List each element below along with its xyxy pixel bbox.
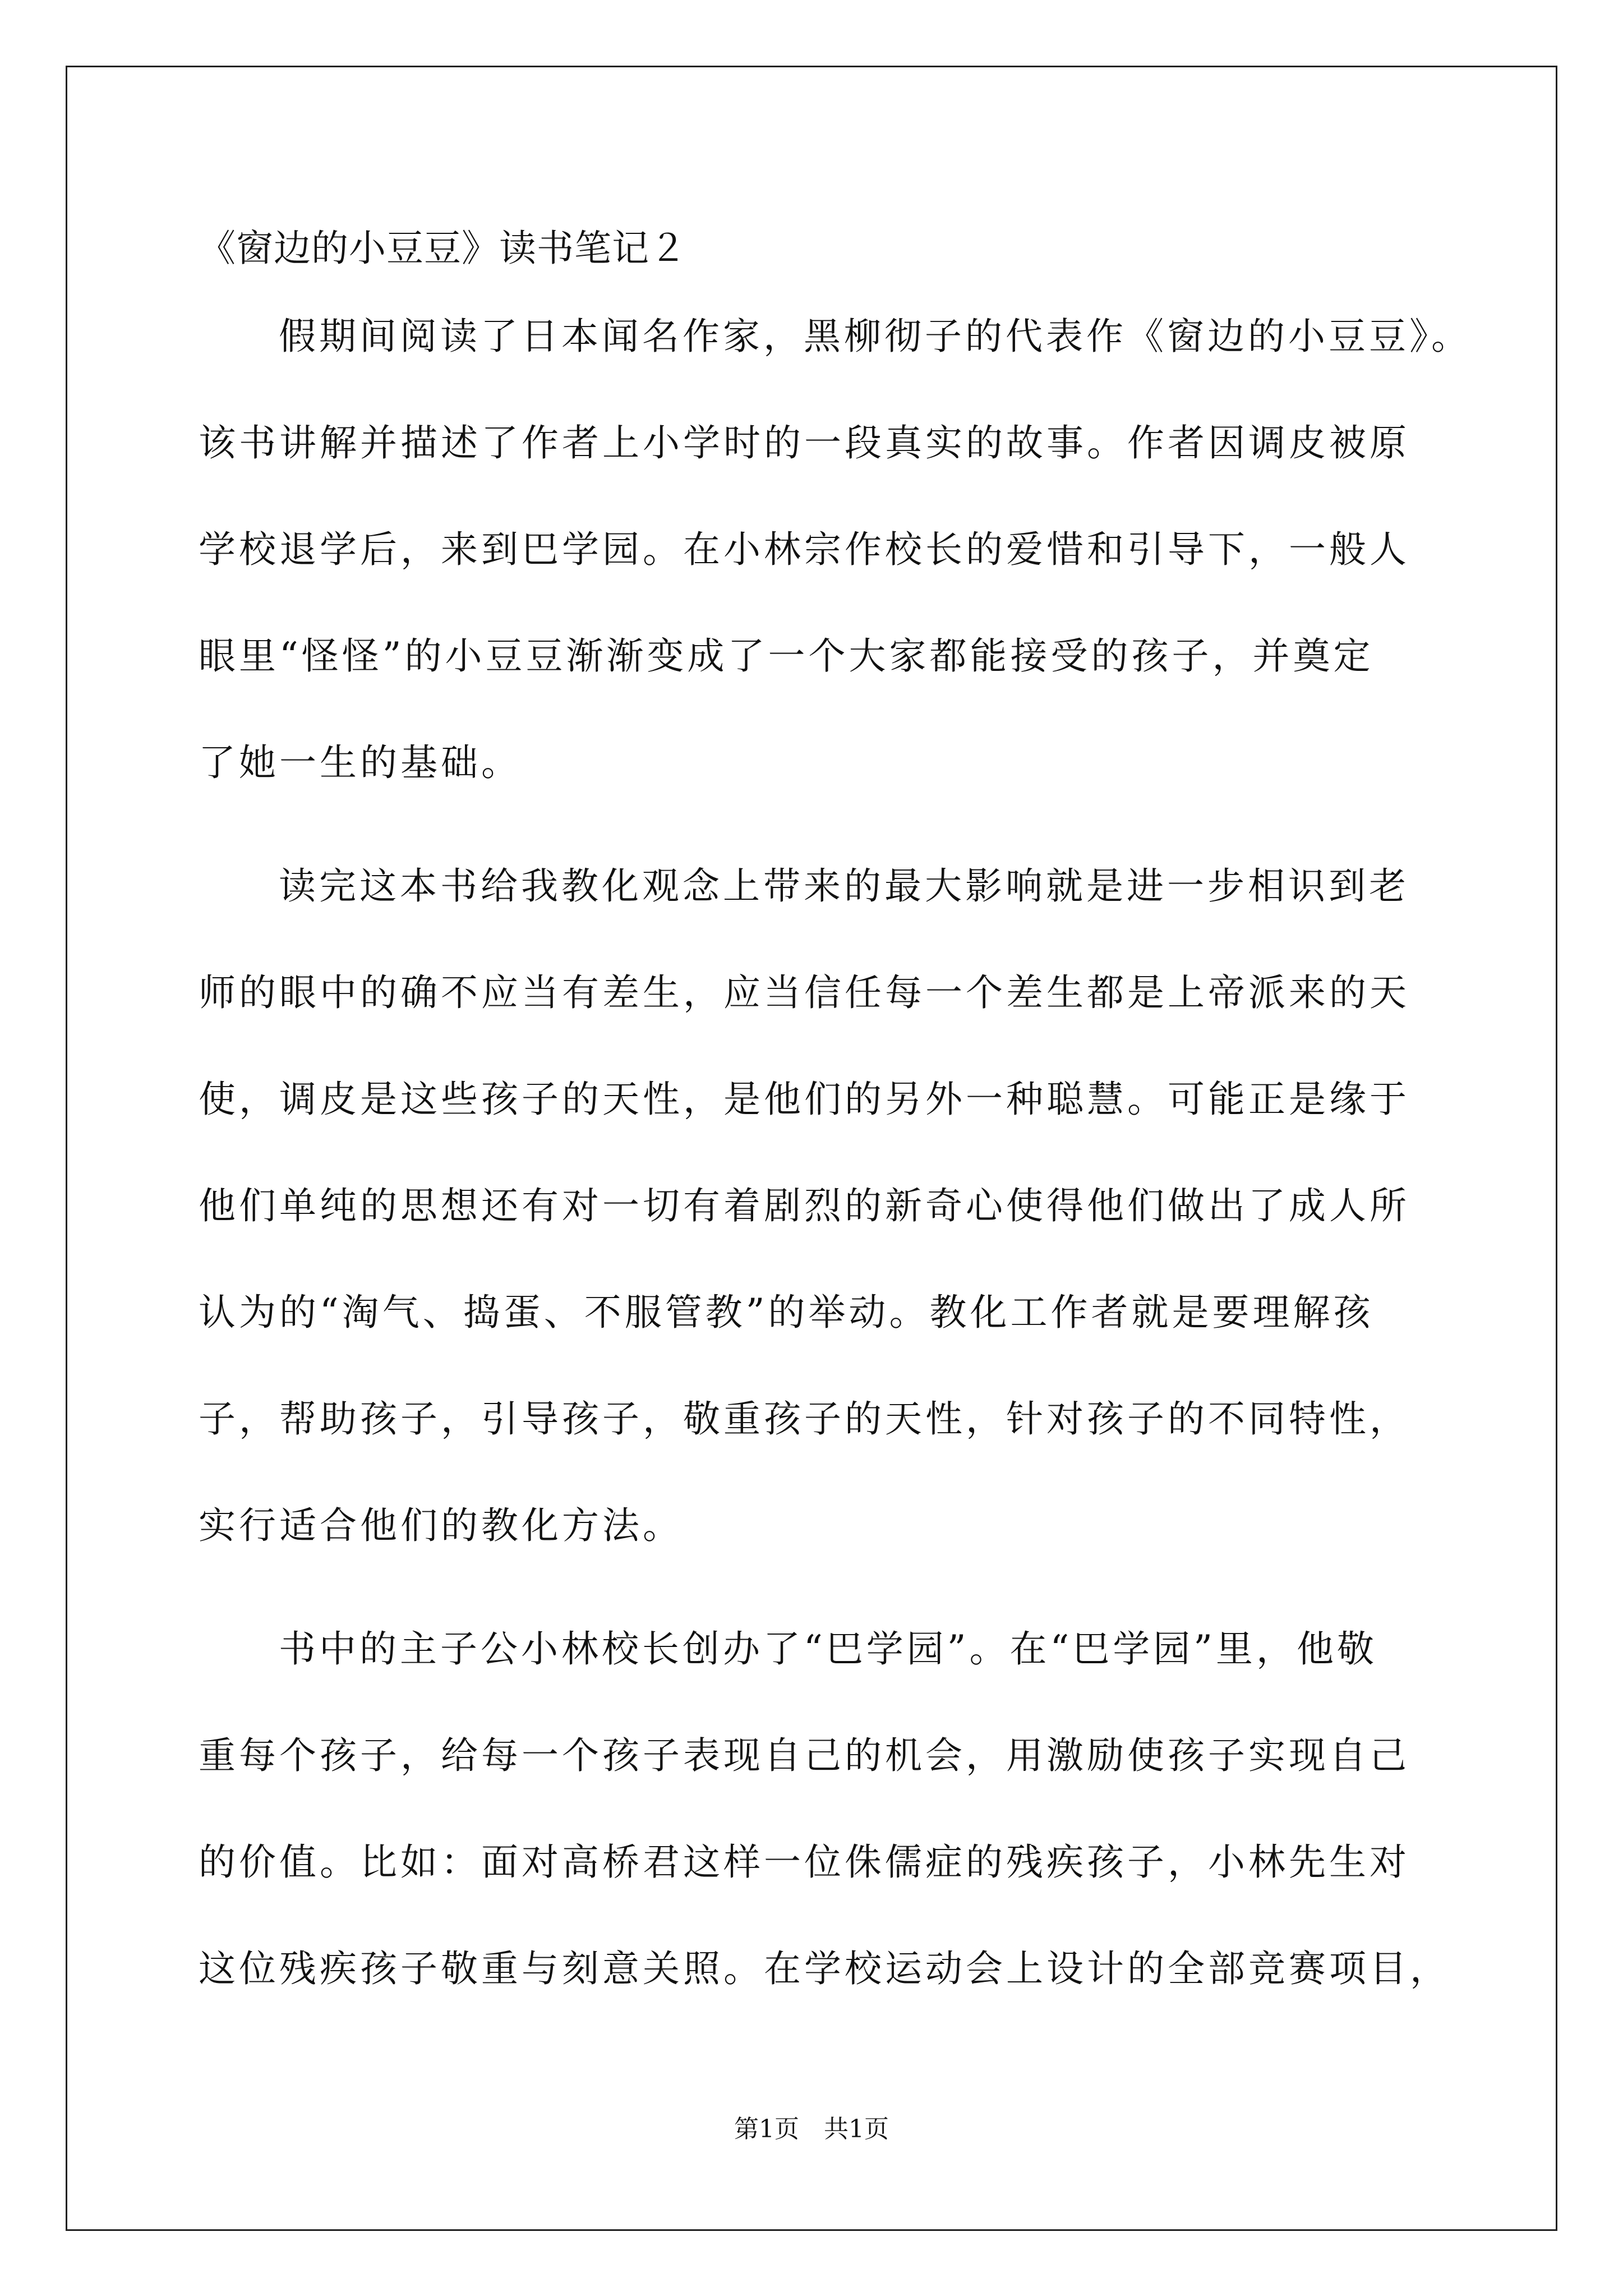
text-line: 的价值。比如：面对高桥君这样一位侏儒症的残疾孩子，小林先生对: [199, 1841, 1410, 1884]
text-line: 这位残疾孩子敬重与刻意关照。在学校运动会上设计的全部竞赛项目，: [199, 1947, 1450, 1990]
text-line: 认为的“淘气、捣蛋、不服管教”的举动。教化工作者就是要理解孩: [199, 1291, 1374, 1334]
text-line: 了她一生的基础。: [199, 741, 522, 784]
text-line: 读完这本书给我教化观念上带来的最大影响就是进一步相识到老: [279, 864, 1409, 908]
page-number: 第1页 共1页: [734, 2115, 889, 2143]
text-line: 假期间阅读了日本闻名作家，黑柳彻子的代表作《窗边的小豆豆》。: [279, 315, 1472, 358]
text-line: 师的眼中的确不应当有差生，应当信任每一个差生都是上帝派来的天: [199, 971, 1410, 1014]
document-title: 《窗边的小豆豆》读书笔记２: [199, 227, 687, 270]
text-line: 他们单纯的思想还有对一切有着剧烈的新奇心使得他们做出了成人所: [199, 1184, 1410, 1227]
page-border: [66, 66, 1557, 2231]
text-line: 学校退学后，来到巴学园。在小林宗作校长的爱惜和引导下，一般人: [199, 528, 1410, 571]
text-line: 书中的主子公小林校长创办了“巴学园”。在“巴学园”里，他敬: [279, 1627, 1377, 1671]
text-line: 子，帮助孩子，引导孩子，敬重孩子的天性，针对孩子的不同特性，: [199, 1397, 1410, 1441]
text-line: 实行适合他们的教化方法。: [199, 1504, 683, 1547]
text-line: 该书讲解并描述了作者上小学时的一段真实的故事。作者因调皮被原: [199, 421, 1410, 464]
text-line: 眼里“怪怪”的小豆豆渐渐变成了一个大家都能接受的孩子，并奠定: [199, 634, 1374, 678]
text-line: 使，调皮是这些孩子的天性，是他们的另外一种聪慧。可能正是缘于: [199, 1078, 1410, 1121]
text-line: 重每个孩子，给每一个孩子表现自己的机会，用激励使孩子实现自己: [199, 1734, 1410, 1777]
